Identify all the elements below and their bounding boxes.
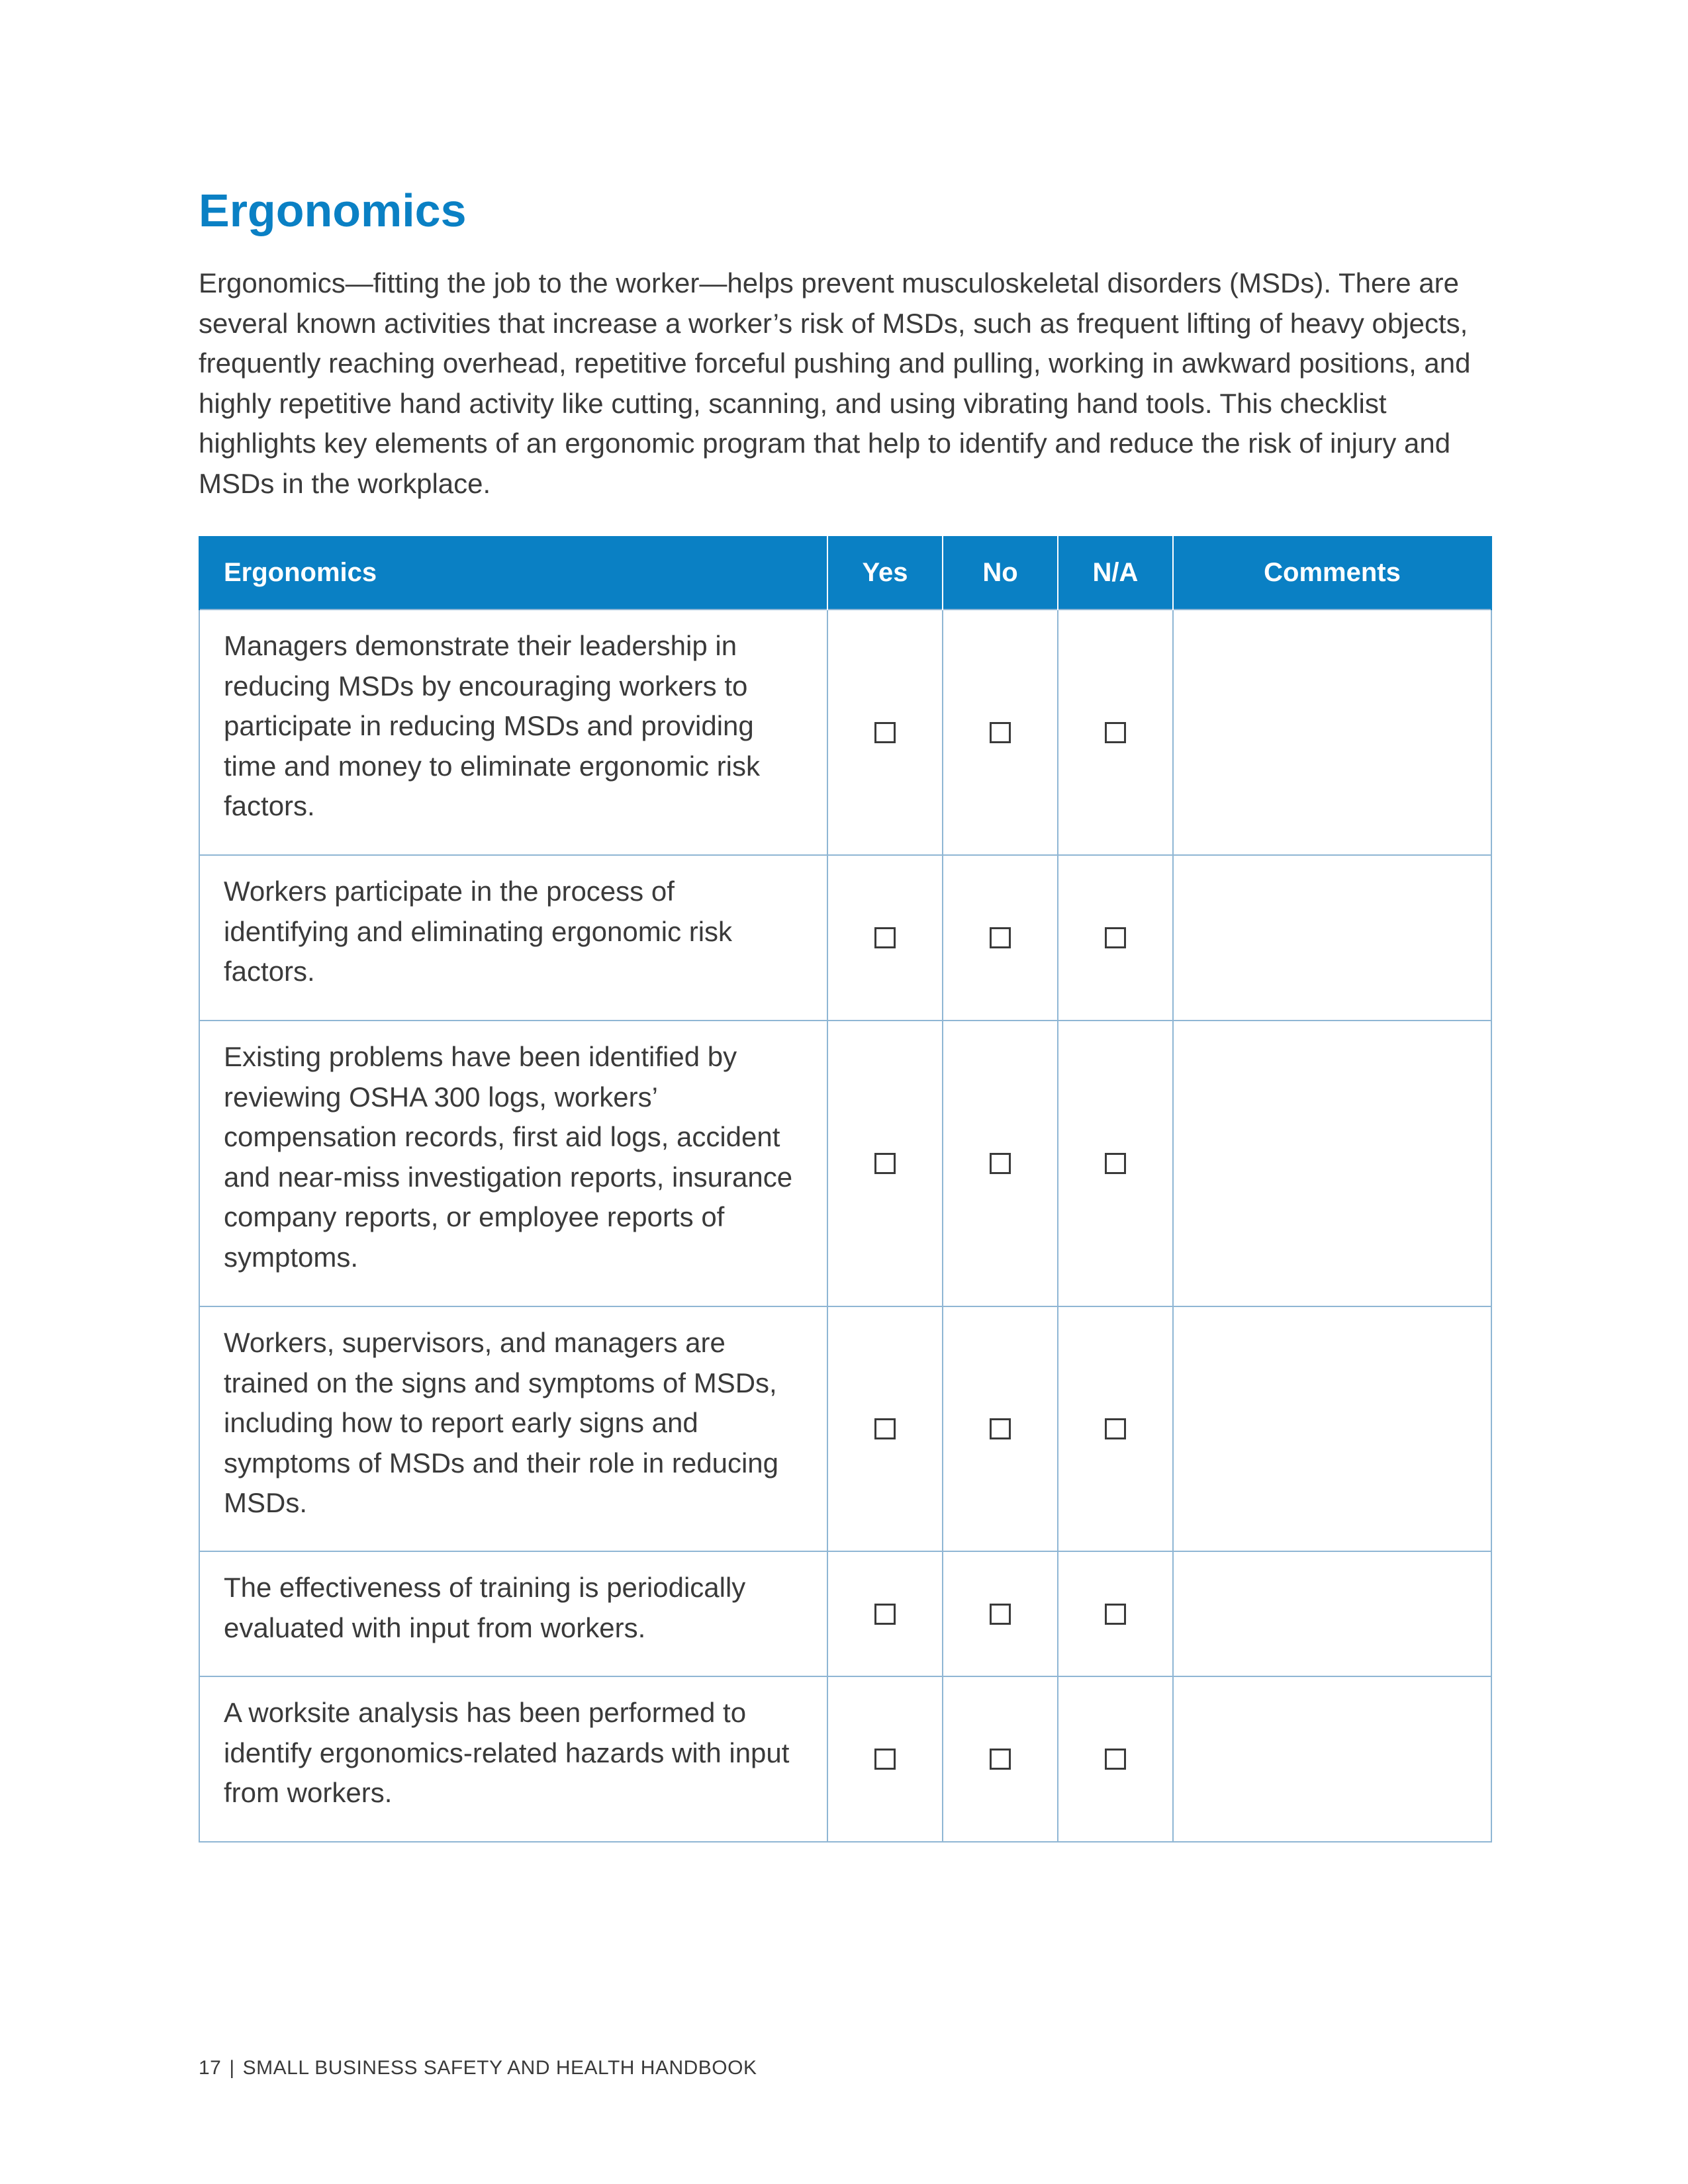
yes-checkbox[interactable] (874, 722, 896, 743)
yes-checkbox[interactable] (874, 1604, 896, 1625)
comments-cell[interactable] (1173, 1551, 1491, 1676)
na-checkbox[interactable] (1105, 927, 1126, 948)
footer-separator: | (229, 2057, 235, 2079)
yes-checkbox[interactable] (874, 1153, 896, 1174)
yes-cell (827, 1306, 943, 1551)
no-cell (943, 1306, 1058, 1551)
no-checkbox[interactable] (990, 1153, 1011, 1174)
na-cell (1058, 1021, 1173, 1306)
yes-cell (827, 610, 943, 855)
no-cell (943, 610, 1058, 855)
no-cell (943, 1551, 1058, 1676)
na-checkbox[interactable] (1105, 1153, 1126, 1174)
checklist-item-text: Managers demonstrate their leadership in reducing MSDs by encouraging workers to participate in reducing MSDs and providing time and money to eliminate ergonomic risk factors. (199, 610, 827, 855)
comments-cell[interactable] (1173, 610, 1491, 855)
header-no: No (943, 536, 1058, 610)
header-yes: Yes (827, 536, 943, 610)
na-checkbox[interactable] (1105, 722, 1126, 743)
na-cell (1058, 1306, 1173, 1551)
comments-cell[interactable] (1173, 1676, 1491, 1842)
table-row (199, 1306, 1491, 1551)
yes-checkbox[interactable] (874, 1418, 896, 1439)
yes-checkbox[interactable] (874, 1749, 896, 1770)
checklist-item-text: A worksite analysis has been performed to identify ergonomics-related hazards with input from workers. (199, 1676, 827, 1842)
comments-cell[interactable] (1173, 1306, 1491, 1551)
no-checkbox[interactable] (990, 1749, 1011, 1770)
na-checkbox[interactable] (1105, 1749, 1126, 1770)
table-row (199, 1021, 1491, 1306)
header-item: Ergonomics (199, 536, 827, 610)
no-cell (943, 1676, 1058, 1842)
na-checkbox[interactable] (1105, 1604, 1126, 1625)
checklist-item-text: Workers, supervisors, and managers are trained on the signs and symptoms of MSDs, including how to report early signs and symptoms of MSDs and their role in reducing MSDs. (199, 1306, 827, 1551)
na-cell (1058, 1551, 1173, 1676)
page-title: Ergonomics (199, 185, 467, 236)
no-checkbox[interactable] (990, 927, 1011, 948)
na-cell (1058, 610, 1173, 855)
no-checkbox[interactable] (990, 1604, 1011, 1625)
page-footer (199, 2057, 757, 2079)
yes-cell (827, 1676, 943, 1842)
comments-cell[interactable] (1173, 855, 1491, 1021)
no-checkbox[interactable] (990, 722, 1011, 743)
table-header-row (199, 536, 1491, 610)
table-row (199, 855, 1491, 1021)
header-comments: Comments (1173, 536, 1491, 610)
table-row (199, 1551, 1491, 1676)
no-cell (943, 1021, 1058, 1306)
no-checkbox[interactable] (990, 1418, 1011, 1439)
yes-cell (827, 1551, 943, 1676)
no-cell (943, 855, 1058, 1021)
checklist-item-text: Workers participate in the process of identifying and eliminating ergonomic risk factors. (199, 855, 827, 1021)
handbook-title: SMALL BUSINESS SAFETY AND HEALTH HANDBOOK (242, 2057, 757, 2079)
na-cell (1058, 855, 1173, 1021)
yes-checkbox[interactable] (874, 927, 896, 948)
ergonomics-checklist-table (199, 536, 1492, 1843)
table-row (199, 610, 1491, 855)
na-checkbox[interactable] (1105, 1418, 1126, 1439)
yes-cell (827, 855, 943, 1021)
page-number: 17 (199, 2057, 222, 2079)
header-na: N/A (1058, 536, 1173, 610)
table-row (199, 1676, 1491, 1842)
checklist-item-text: The effectiveness of training is periodically evaluated with input from workers. (199, 1551, 827, 1676)
yes-cell (827, 1021, 943, 1306)
na-cell (1058, 1676, 1173, 1842)
comments-cell[interactable] (1173, 1021, 1491, 1306)
intro-paragraph: Ergonomics—fitting the job to the worker—helps prevent musculoskeletal disorders (MSDs). There are several known activities that increase a worker’s risk of MSDs, such as frequent lifting of heavy objects, frequently reaching overhead, repetitive forceful pushing and pulling, working in awkward positions, and highly repetitive hand activity like cutting, scanning, and using vibrating hand tools. This checklist highlights key elements of an ergonomic program that help to identify and reduce the risk of injury and MSDs in the workplace. (199, 267, 1471, 499)
checklist-item-text: Existing problems have been identified by reviewing OSHA 300 logs, workers’ compensation records, first aid logs, accident and near-miss investigation reports, insurance company reports, or employee reports of symptoms. (199, 1021, 827, 1306)
